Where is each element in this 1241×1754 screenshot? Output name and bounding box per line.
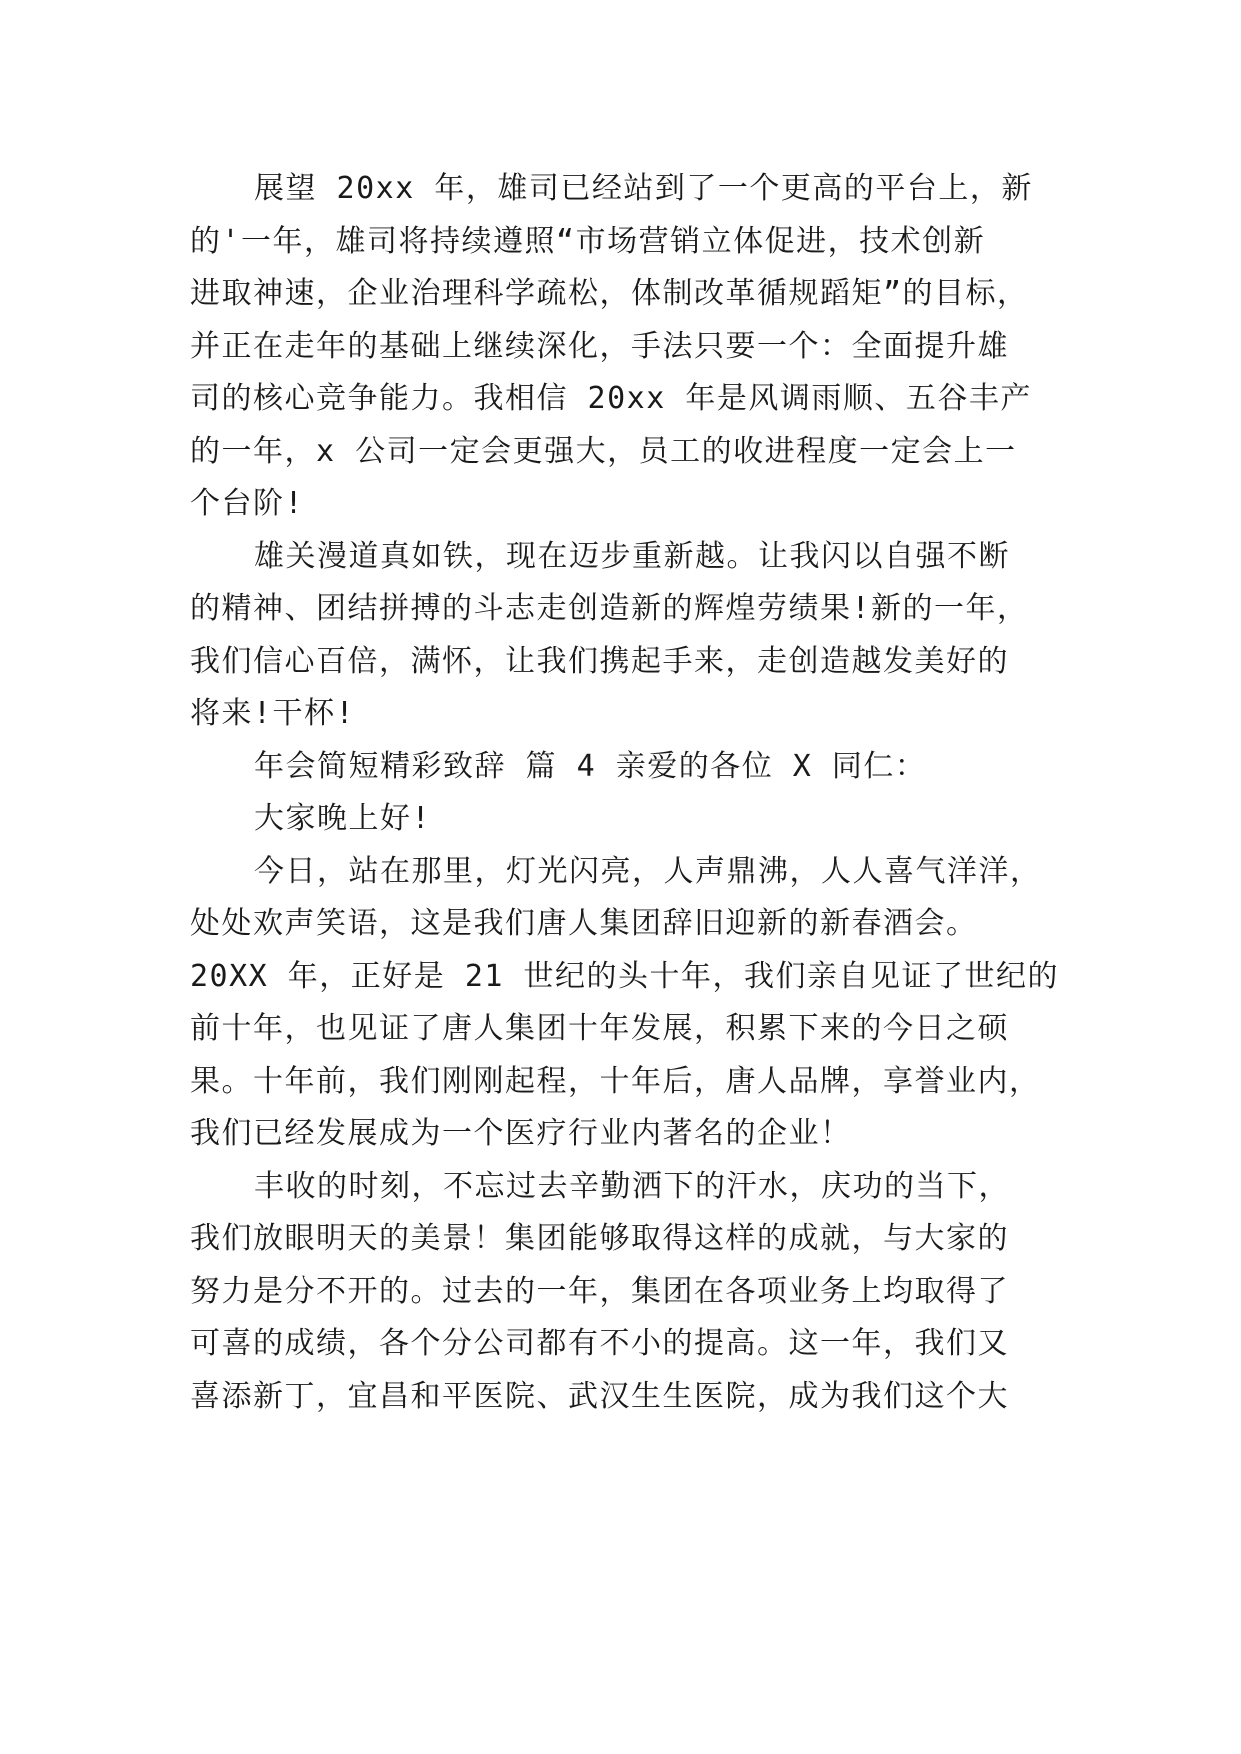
text-line: 的精神、团结拼搏的斗志走创造新的辉煌劳绩果!新的一年， (190, 591, 1029, 626)
greeting-line: 大家晚上好! (254, 801, 432, 836)
document-body (190, 163, 1060, 1423)
text-line: 喜添新丁，宜昌和平医院、武汉生生医院，成为我们这个大 (190, 1378, 1009, 1414)
text-line: 努力是分不开的。过去的一年，集团在各项业务上均取得了 (190, 1273, 1009, 1309)
text-line: 雄关漫道真如铁，现在迈步重新越。让我闪以自强不断 (254, 538, 1010, 574)
text-line: 个台阶! (190, 486, 305, 521)
text-line: 丰收的时刻，不忘过去辛勤洒下的汗水，庆功的当下， (254, 1168, 1010, 1204)
text-line: 我们放眼明天的美景！集团能够取得这样的成就，与大家的 (190, 1221, 1009, 1256)
text-line: 的'一年，雄司将持续遵照“市场营销立体促进，技术创新 (190, 223, 986, 259)
text-line: 20XX 年，正好是 21 世纪的头十年，我们亲自见证了世纪的 (190, 958, 1060, 994)
text-line: 处处欢声笑语，这是我们唐人集团辞旧迎新的新春酒会。 (190, 906, 978, 941)
text-line: 果。十年前，我们刚刚起程，十年后，唐人品牌，享誉业内， (190, 1063, 1041, 1099)
text-line: 并正在走年的基础上继续深化，手法只要一个：全面提升雄 (190, 328, 1009, 364)
text-line: 进取神速，企业治理科学疏松，体制改革循规蹈矩”的目标， (190, 276, 1029, 311)
text-line: 展望 20xx 年，雄司已经站到了一个更高的平台上，新 (254, 171, 1033, 206)
text-line: 今日，站在那里，灯光闪亮，人声鼎沸，人人喜气洋洋， (254, 853, 1042, 889)
text-line: 的一年，x 公司一定会更强大，员工的收进程度一定会上一 (190, 433, 1017, 469)
text-line: 我们已经发展成为一个医疗行业内著名的企业！ (190, 1116, 852, 1151)
text-line: 可喜的成绩，各个分公司都有不小的提高。这一年，我们又 (190, 1326, 1009, 1361)
text-line: 我们信心百倍，满怀，让我们携起手来，走创造越发美好的 (190, 643, 1009, 679)
text-line: 司的核心竞争能力。我相信 20xx 年是风调雨顺、五谷丰产 (190, 381, 1032, 416)
section-heading: 年会简短精彩致辞 篇 4 亲爱的各位 X 同仁： (254, 748, 927, 784)
text-line: 前十年，也见证了唐人集团十年发展，积累下来的今日之硕 (190, 1011, 1009, 1046)
text-line: 将来!干杯! (190, 696, 356, 731)
